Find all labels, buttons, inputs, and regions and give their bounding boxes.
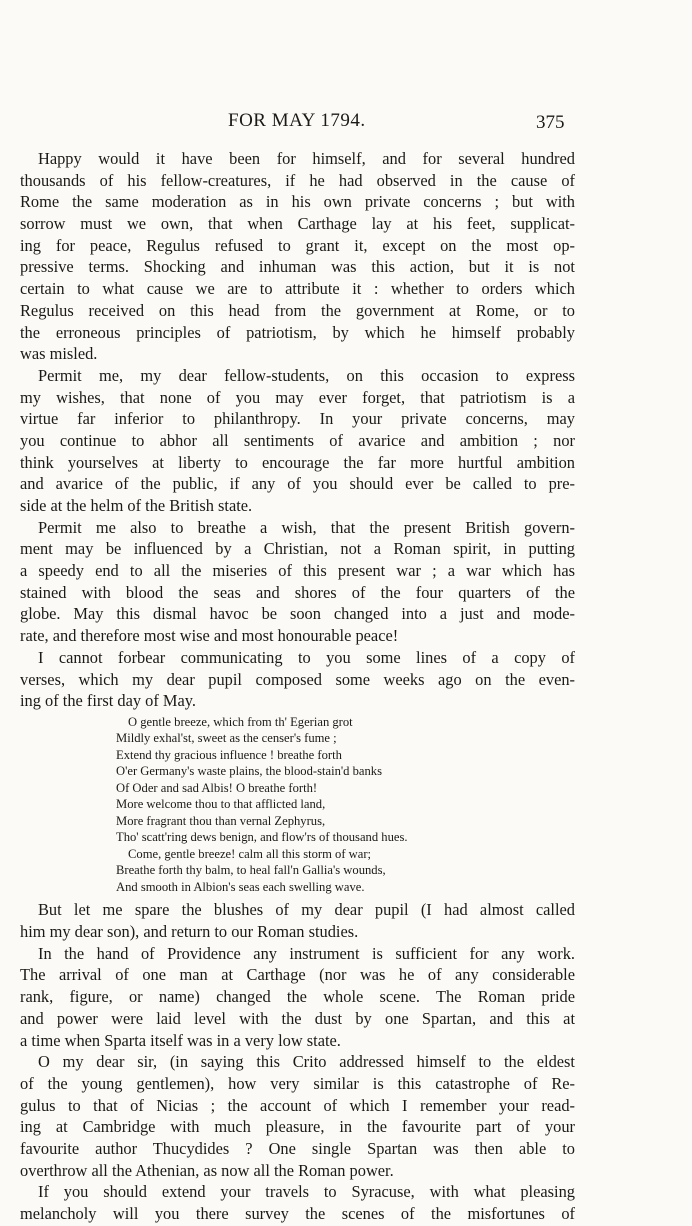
verse-line: More welcome thou to that afflicted land, [116, 797, 326, 812]
verse-line: More fragrant thou than vernal Zephyrus, [116, 813, 326, 828]
text-line: The arrival of one man at Carthage (nor was he of any considerable [20, 965, 575, 985]
text-line: rate, and therefore most wise and most honourable peace! [20, 626, 399, 646]
text-line: favourite author Thucydides ? One single Spartan was then able to [20, 1138, 575, 1158]
paragraph [20, 647, 575, 712]
paragraph [20, 148, 575, 365]
text-line: certain to what cause we are to attribute it : whether to orders which [20, 279, 575, 299]
text-line: stained with blood the seas and shores of the four quarters of the [20, 582, 575, 602]
verse-block [116, 714, 516, 896]
text-line: In the hand of Providence any instrument is sufficient for any work. [38, 943, 575, 963]
text-line: verses, which my dear pupil composed some weeks ago on the even- [20, 669, 575, 689]
verse-line: Breathe forth thy balm, to heal fall'n Gallia's wounds, [116, 863, 386, 878]
text-line: Regulus received on this head from the government at Rome, or to [20, 300, 575, 320]
verse-line: Tho' scatt'ring dews benign, and flow'rs of thousand hues. [116, 830, 408, 845]
text-line: the erroneous principles of patriotism, by which he himself probably [20, 322, 575, 342]
text-line: rank, figure, or name) changed the whole scene. The Roman pride [20, 987, 575, 1007]
text-line: virtue far inferior to philanthropy. In your private concerns, may [20, 409, 575, 429]
text-line: ing of the first day of May. [20, 691, 197, 711]
text-line: you continue to abhor all sentiments of avarice and ambition ; nor [20, 430, 575, 450]
text-line: globe. May this dismal havoc be soon changed into a just and mode- [20, 604, 575, 624]
verse-line: O'er Germany's waste plains, the blood-stain'd banks [116, 764, 382, 779]
text-line: and power were laid level with the dust by one Spartan, and this at [20, 1008, 575, 1028]
page-body [20, 148, 575, 1225]
text-line: a speedy end to all the miseries of this present war ; a war which has [20, 561, 575, 581]
text-line: I cannot forbear communicating to you some lines of a copy of [38, 647, 575, 667]
running-title: FOR MAY 1794. [228, 110, 366, 131]
text-line: side at the helm of the British state. [20, 496, 253, 515]
paragraph [20, 1181, 575, 1224]
text-line: Happy would it have been for himself, and for several hundred [38, 149, 575, 168]
text-line: O my dear sir, (in saying this Crito addressed himself to the eldest [38, 1052, 575, 1072]
text-line: my wishes, that none of you may ever forget, that patriotism is a [20, 387, 575, 407]
verse-line: Extend thy gracious influence ! breathe forth [116, 747, 342, 762]
text-line: pressive terms. Shocking and inhuman was this action, but it is not [20, 257, 575, 277]
verse-line: And smooth in Albion's seas each swelling wave. [116, 879, 365, 894]
paragraph [20, 943, 575, 1051]
text-line: thousands of his fellow-creatures, if he had observed in the cause of [20, 170, 575, 190]
paragraph [20, 899, 575, 942]
text-line: Permit me, my dear fellow-students, on this occasion to express [38, 365, 575, 385]
paragraph [20, 365, 575, 517]
text-line: sorrow must we own, that when Carthage lay at his feet, supplicat- [20, 214, 575, 234]
text-line: and avarice of the public, if any of you should ever be called to pre- [20, 474, 575, 494]
paragraph [20, 517, 575, 647]
text-line: ing at Cambridge with much pleasure, in the favourite part of your [20, 1117, 575, 1137]
verse-line: Of Oder and sad Albis! O breathe forth! [116, 780, 318, 795]
verse-line: Come, gentle breeze! calm all this storm of war; [128, 846, 372, 861]
page-number: 375 [536, 112, 565, 133]
paragraph [20, 1051, 575, 1181]
text-line: Permit me also to breathe a wish, that the present British govern- [38, 517, 575, 537]
text-line: him my dear son), and return to our Roman studies. [20, 922, 359, 942]
text-line: But let me spare the blushes of my dear pupil (I had almost called [38, 900, 575, 920]
text-line: a time when Sparta itself was in a very low state. [20, 1030, 341, 1050]
text-line: gulus to that of Nicias ; the account of which I remember your read- [20, 1095, 575, 1115]
text-line: think yourselves at liberty to encourage the far more hurtful ambition [20, 452, 575, 472]
text-line: overthrow all the Athenian, as now all the Roman power. [20, 1160, 394, 1180]
text-line: melancholy will you there survey the scenes of the misfortunes of [20, 1204, 575, 1223]
text-line: Rome the same moderation as in his own private concerns ; but with [20, 192, 575, 212]
text-line: of the young gentlemen), how very similar is this catastrophe of Re- [20, 1073, 575, 1093]
verse-line: O gentle breeze, which from th' Egerian grot [128, 714, 353, 729]
text-line: ment may be influenced by a Christian, not a Roman spirit, in putting [20, 539, 575, 559]
text-line: was misled. [20, 344, 98, 364]
text-line: ing for peace, Regulus refused to grant it, except on the most op- [20, 235, 575, 255]
text-line: If you should extend your travels to Syracuse, with what pleasing [38, 1182, 575, 1202]
page-header [0, 110, 692, 134]
verse-line: Mildly exhal'st, sweet as the censer's fume ; [116, 731, 337, 746]
